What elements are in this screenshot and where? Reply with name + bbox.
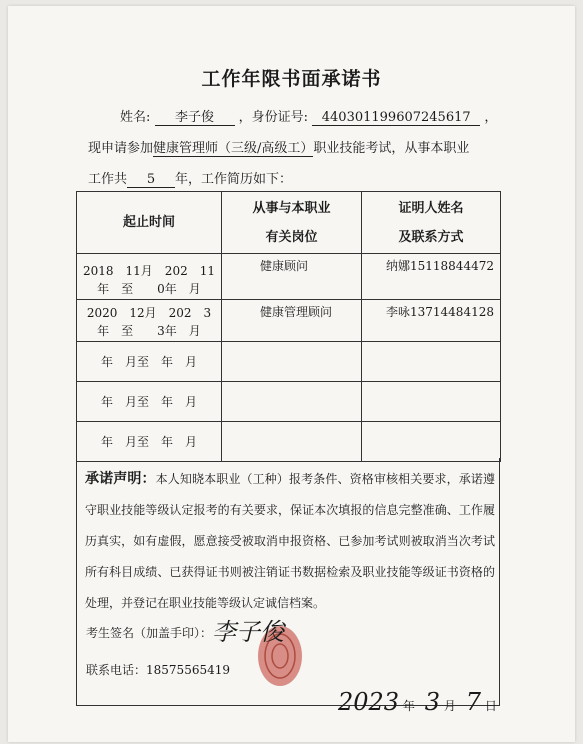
name-label: 姓名:	[120, 110, 151, 125]
row-period: 年 月至 年 月	[77, 342, 222, 382]
table-row	[77, 422, 501, 462]
sign-date	[338, 688, 497, 716]
date-year-unit: 年	[402, 699, 415, 713]
date-year: 2023	[338, 688, 400, 716]
declaration-text: 本人知晓本职业（工种）报考条件、资格审核相关要求，承诺遵守职业技能等级认定报考的有关要求，保证本次填报的信息完整准确、工作履历真实，如有虚假，愿意接受被取消申报资格、已参加考试则被取消当次考试所有科目成绩、已获得证书则被注销证书数据检索及职业技能等级证书资格的处理，并登记在职业技能等级认定诚信档案。	[85, 472, 495, 610]
header-reference: 证明人姓名 及联系方式	[362, 192, 501, 254]
years-line	[88, 168, 292, 188]
row-reference: 李咏13714484128	[362, 300, 501, 342]
row-position: 健康顾问	[222, 254, 362, 300]
signature-label: 考生签名（加盖手印）：	[86, 626, 213, 640]
row-period: 2020 12月 202 3 年 至 3年 月	[77, 300, 222, 342]
row-position	[222, 342, 362, 382]
row-period: 2018 11月 202 11 年 至 0年 月	[77, 254, 222, 300]
apply-prefix: 现申请参加	[88, 141, 154, 156]
years-prefix: 工作共	[88, 172, 128, 187]
row-reference	[362, 382, 501, 422]
row-position: 健康管理顾问	[222, 300, 362, 342]
id-label: ，身份证号:	[238, 110, 309, 125]
declaration-heading: 承诺声明：	[85, 471, 156, 487]
exam-name: 健康管理师（三级/高级工）	[153, 137, 313, 157]
name-line	[120, 106, 497, 126]
comma: ，	[484, 110, 498, 125]
years-suffix: 年，工作简历如下：	[175, 172, 293, 187]
document-title: 工作年限书面承诺书	[201, 68, 382, 90]
applicant-name: 李子俊	[155, 106, 235, 126]
row-position	[222, 382, 362, 422]
date-day-unit: 日	[484, 699, 497, 713]
header-position: 从事与本职业 有关岗位	[222, 192, 362, 254]
date-month-unit: 月	[443, 699, 456, 713]
declaration-paragraph	[85, 464, 495, 619]
apply-suffix: 职业技能考试，从事本职业	[313, 141, 470, 156]
id-number: 440301199607245617	[312, 110, 480, 126]
phone-label: 联系电话：	[86, 663, 147, 677]
row-reference	[362, 342, 501, 382]
table-header-row	[77, 192, 501, 254]
applicant-signature: 李子俊	[212, 618, 284, 646]
years-value: 5	[127, 172, 175, 188]
exam-line	[88, 137, 469, 157]
row-position	[222, 422, 362, 462]
table-row	[77, 254, 501, 300]
row-reference: 纳娜15118844472	[362, 254, 501, 300]
table-row	[77, 382, 501, 422]
phone-line	[86, 661, 230, 678]
row-period: 年 月至 年 月	[77, 422, 222, 462]
row-period: 年 月至 年 月	[77, 382, 222, 422]
table-row	[77, 300, 501, 342]
work-history-table	[76, 191, 501, 462]
date-day: 7	[465, 688, 481, 716]
date-month: 3	[424, 688, 441, 716]
header-period: 起止时间	[77, 192, 222, 254]
row-reference	[362, 422, 501, 462]
phone-number: 18575565419	[146, 663, 230, 677]
table-row	[77, 342, 501, 382]
